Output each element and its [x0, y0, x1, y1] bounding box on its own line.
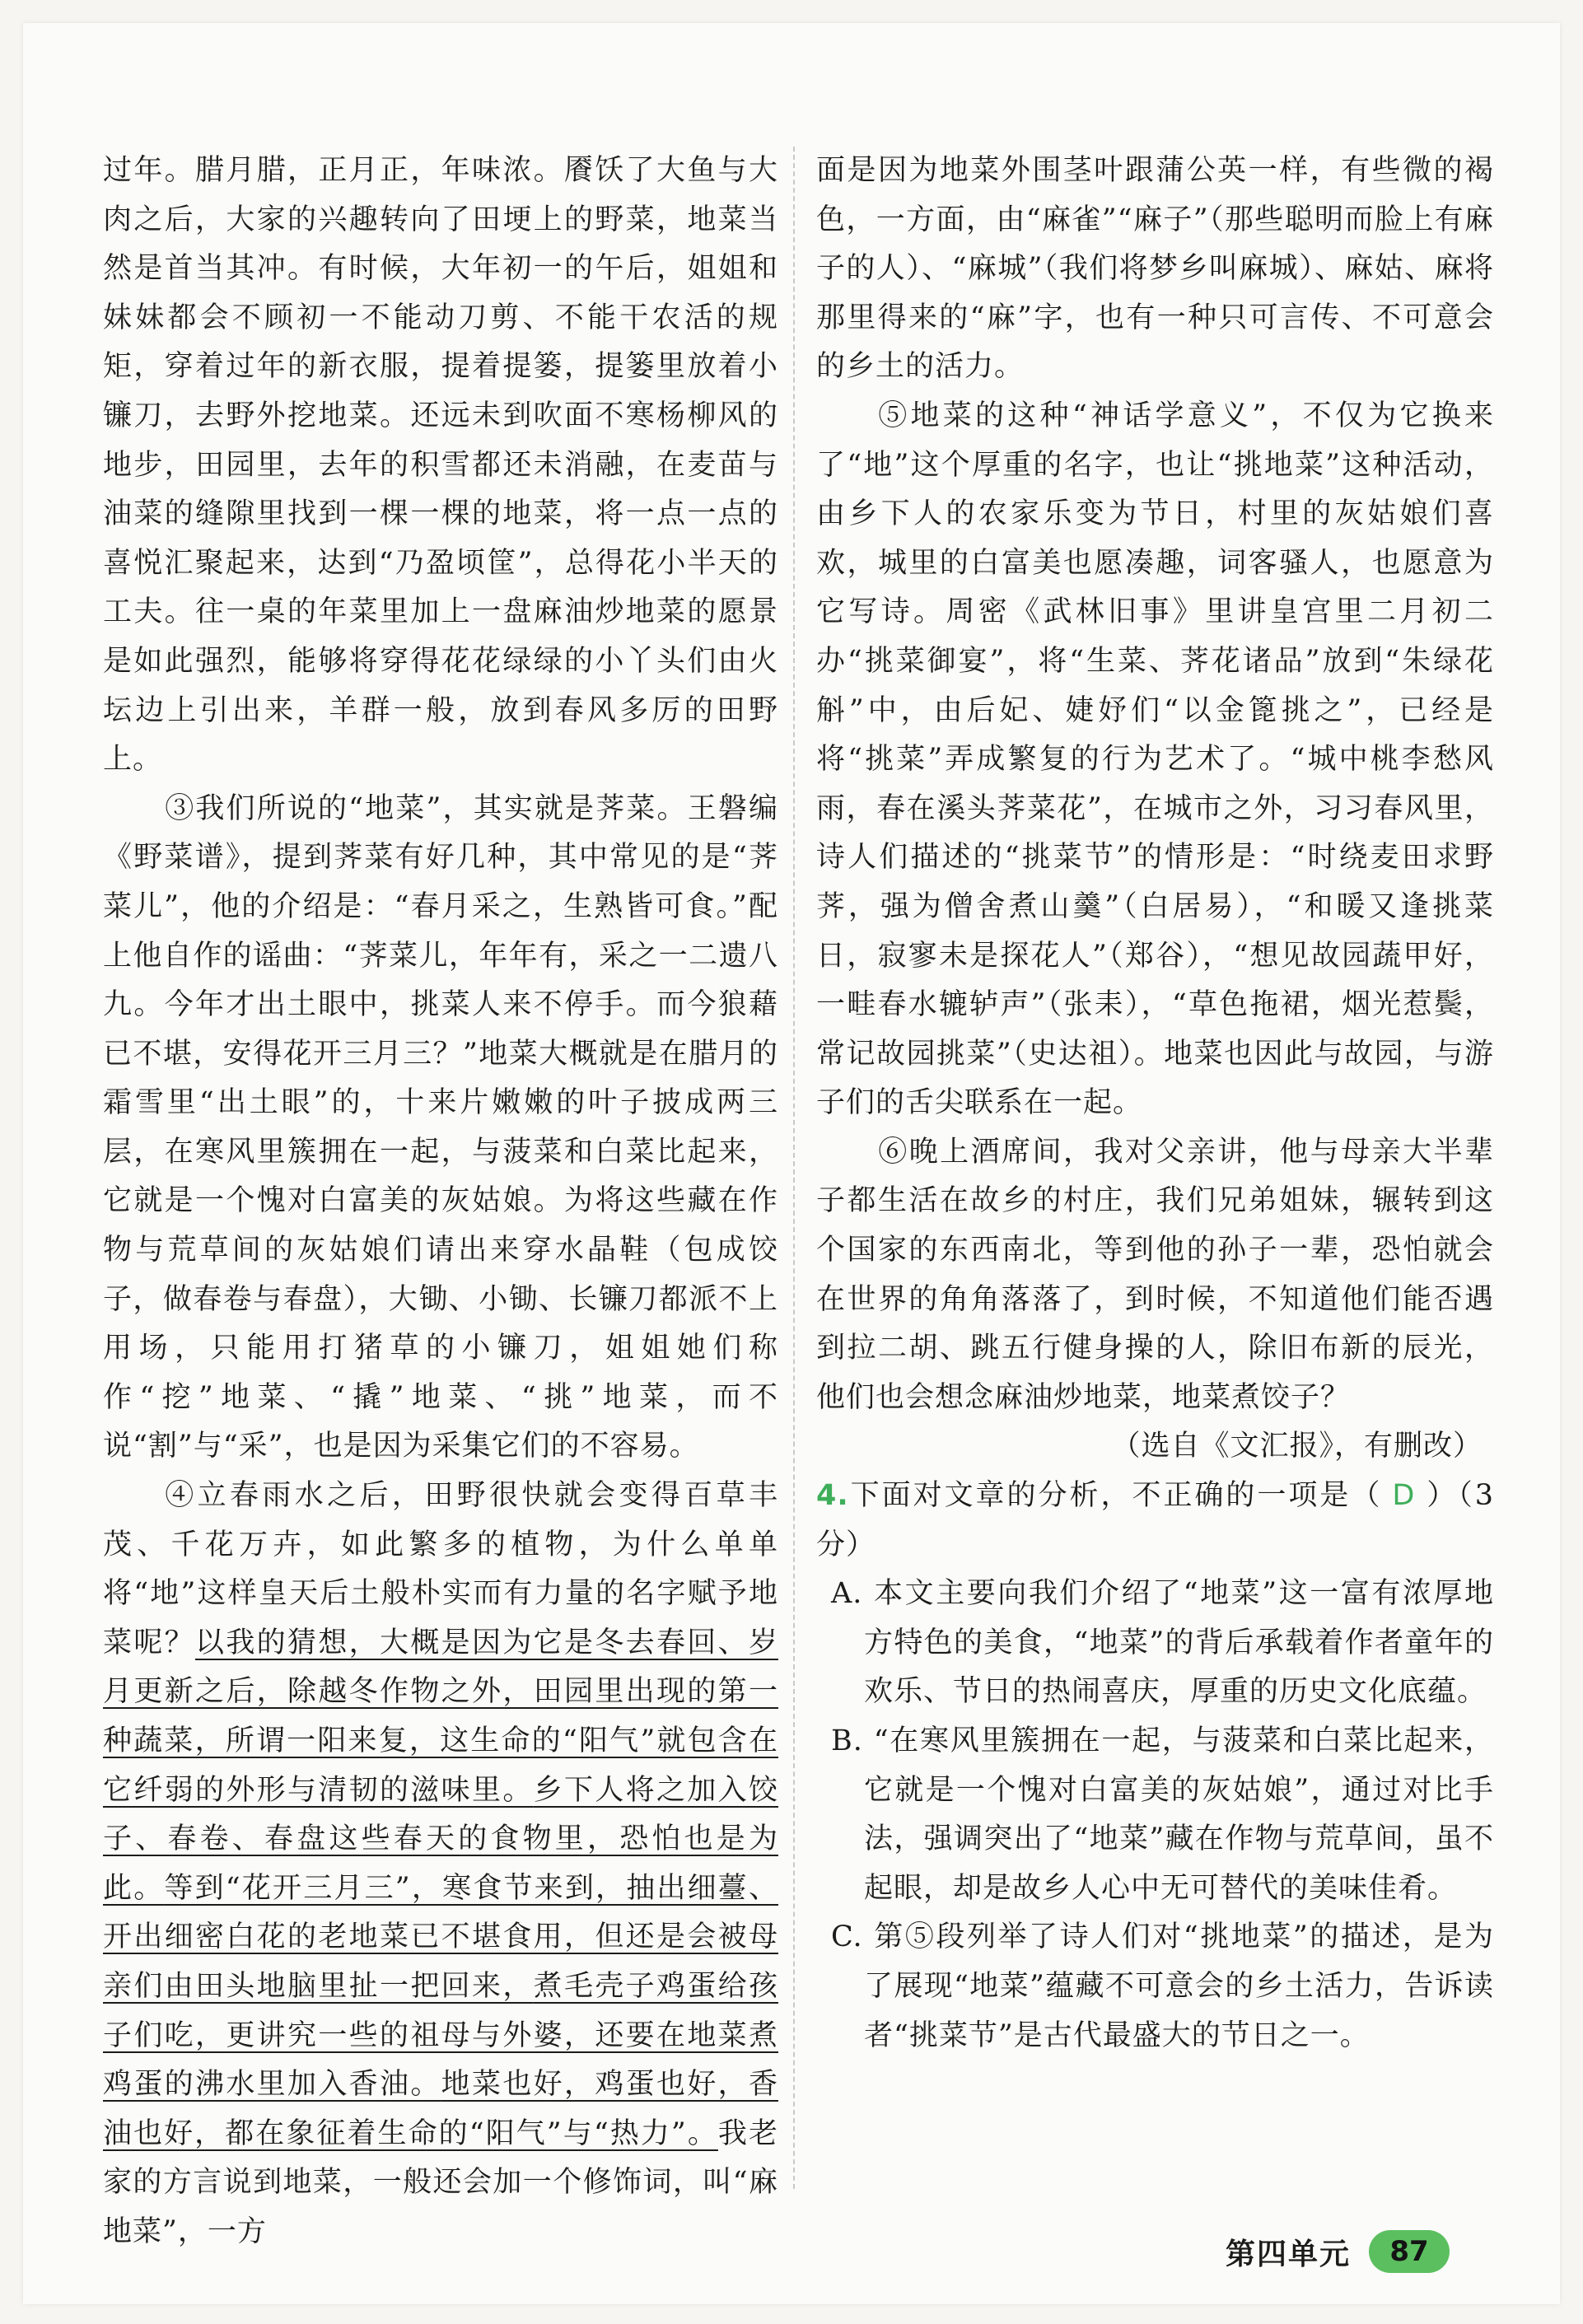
paragraph-4-tail: 我老家的方言说到地菜，一般还会加一个修饰词，叫“麻地菜”，一方 — [103, 2116, 778, 2248]
underlined-sentence-1: 以我的猜想，大概是因为它是冬去春回、岁月更新之后，除越冬作物之外，田园里出现的第一种蔬菜，所谓一阳来复，这生命的“阳气”就包含在它纤弱的外形与清韧的滋味里。 — [103, 1626, 778, 1807]
paragraph-4-continued: 面是因为地菜外围茎叶跟蒲公英一样，有些微的褐色，一方面，由“麻雀”“麻子”（那些聪明而脸上有麻子的人）、“麻城”（我们将梦乡叫麻城）、麻姑、麻将那里得来的“麻”字，也有一种只可言传、不可意会的乡土的活力。 — [816, 154, 1494, 384]
option-b: B. “在寒风里簇拥在一起，与菠菜和白菜比起来，它就是一个愧对白富美的灰姑娘”，通过对比手法，强调突出了“地菜”藏在作物与荒草间，虽不起眼，却是故乡人心中无可替代的美味佳肴。 — [831, 1724, 1494, 1905]
underlined-sentence-4: 煮毛壳子鸡蛋给孩子们吃，更讲究一些的祖母与外婆，还要在地菜煮鸡蛋的沸水里加入香油。 — [103, 1969, 778, 2102]
question-number: 4. — [816, 1479, 849, 1513]
column-divider — [793, 147, 795, 2189]
underlined-sentence-2: 乡下人将之加入饺子、春卷、春盘这些春天的食物里，恐怕也是为此。 — [103, 1773, 778, 1905]
paragraph-4 — [103, 1472, 778, 2257]
question-stem: 下面对文章的分析，不正确的一项是（ — [848, 1479, 1383, 1513]
option-a: A. 本文主要向我们介绍了“地菜”这一富有浓厚地方特色的美食，“地菜”的背后承载着作者童年的欢乐、节日的热闹喜庆，厚重的历史文化底蕴。 — [831, 1577, 1494, 1709]
paragraph-2-end: 过年。腊月腊，正月正，年味浓。餍饫了大鱼与大肉之后，大家的兴趣转向了田埂上的野菜，地菜当然是首当其冲。有时候，大年初一的午后，姐姐和妹妹都会不顾初一不能动刀剪、不能干农活的规矩，穿着过年的新衣服，提着提篓，提篓里放着小镰刀，去野外挖地菜。还远未到吹面不寒杨柳风的地步，田园里，去年的积雪都还未消融，在麦苗与油菜的缝隙里找到一棵一棵的地菜，将一点一点的喜悦汇聚起来，达到“乃盈顷筐”，总得花小半天的工夫。往一桌的年菜里加上一盘麻油炒地菜的愿景是如此强烈，能够将穿得花花绿绿的小丫头们由火坛边上引出来，羊群一般，放到春风多厉的田野上。 — [103, 154, 778, 777]
page-footer — [1226, 2230, 1450, 2273]
underlined-sentence-3: 等到“花开三月三”，寒食节来到，抽出细薹、开出细密白花的老地菜已不堪食用，但还是会被母亲们由田头地脑里扯一把回来， — [103, 1871, 778, 2003]
paragraph-6: ⑥晚上酒席间，我对父亲讲，他与母亲大半辈子都生活在故乡的村庄，我们兄弟姐妹，辗转到这个国家的东西南北，等到他的孙子一辈，恐怕就会在世界的角角落落了，到时候，不知道他们能否遇到拉二胡、跳五行健身操的人，除旧布新的辰光，他们也会想念麻油炒地菜，地菜煮饺子？ — [816, 1135, 1494, 1414]
underlined-sentence-5: 地菜也好，鸡蛋也好，香油也好，都在象征着生命的“阳气”与“热力”。 — [103, 2068, 778, 2150]
paragraph-4-intro: ④立春雨水之后，田野很快就会变得百草丰茂、千花万卉，如此繁多的植物，为什么单单将“地”这样皇天后土般朴实而有力量的名字赋予地菜呢？ — [103, 1479, 778, 1659]
question-score: ）（3分） — [816, 1479, 1494, 1561]
right-column — [816, 147, 1494, 2060]
page-number-badge: 87 — [1369, 2230, 1450, 2273]
source-note: （选自《文汇报》，有删改） — [1111, 1430, 1483, 1463]
paragraph-3: ③我们所说的“地菜”，其实就是荠菜。王磐编《野菜谱》，提到荠菜有好几种，其中常见的是“荠菜儿”，他的介绍是：“春月采之，生熟皆可食。”配上他自作的谣曲：“荠菜儿，年年有，采之一二遗八九。今年才出土眼中，挑菜人来不停手。而今狼藉已不堪，安得花开三月三？”地菜大概就是在腊月的霜雪里“出土眼”的，十来片嫩嫩的叶子披成两三层，在寒风里簇拥在一起，与菠菜和白菜比起来，它就是一个愧对白富美的灰姑娘。为将这些藏在作物与荒草间的灰姑娘们请出来穿水晶鞋（包成饺子，做春卷与春盘），大锄、小锄、长镰刀都派不上用场，只能用打猪草的小镰刀，姐姐她们称作“挖”地菜、“撬”地菜、“挑”地菜，而不说“割”与“采”，也是因为采集它们的不容易。 — [103, 791, 778, 1463]
answer-mark: D — [1392, 1479, 1416, 1513]
unit-label: 第四单元 — [1226, 2237, 1352, 2271]
left-column — [103, 147, 778, 2257]
question-4 — [816, 1472, 1494, 1570]
option-c: C. 第⑤段列举了诗人们对“挑地菜”的描述，是为了展现“地菜”蕴藏不可意会的乡土活力，告诉读者“挑菜节”是古代最盛大的节日之一。 — [831, 1920, 1494, 2052]
page — [23, 23, 1560, 2304]
paragraph-5: ⑤地菜的这种“神话学意义”，不仅为它换来了“地”这个厚重的名字，也让“挑地菜”这种活动，由乡下人的农家乐变为节日，村里的灰姑娘们喜欢，城里的白富美也愿凑趣，词客骚人，也愿意为它写诗。周密《武林旧事》里讲皇宫里二月初二办“挑菜御宴”，将“生菜、荠花诸品”放到“朱绿花斛”中，由后妃、婕妤们“以金篦挑之”，已经是将“挑菜”弄成繁复的行为艺术了。“城中桃李愁风雨，春在溪头荠菜花”，在城市之外，习习春风里，诗人们描述的“挑菜节”的情形是：“时绕麦田求野荠，强为僧舍煮山羹”（白居易），“和暖又逢挑菜日，寂寥未是探花人”（郑谷），“想见故园蔬甲好，一畦春水辘轳声”（张耒），“草色拖裙，烟光惹鬓，常记故园挑菜”（史达祖）。地菜也因此与故园，与游子们的舌尖联系在一起。 — [816, 399, 1494, 1120]
